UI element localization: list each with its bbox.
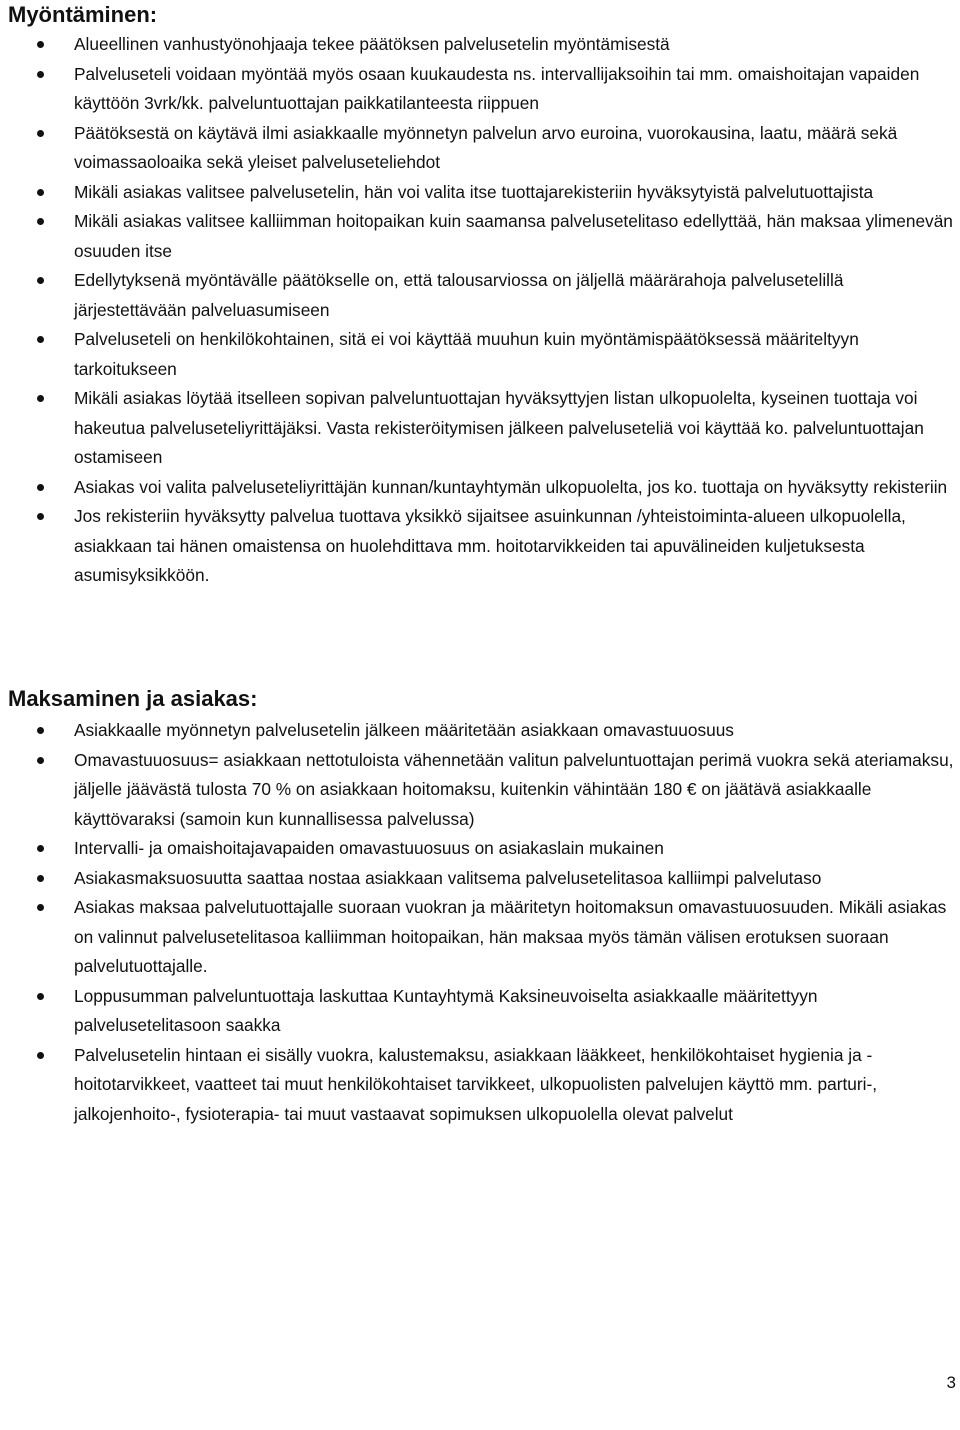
page-number: 3	[946, 1373, 956, 1392]
list-item: Alueellinen vanhustyönohjaaja tekee päätöksen palvelusetelin myöntämisestä	[0, 30, 960, 60]
list-item: Palveluseteli on henkilökohtainen, sitä ei voi käyttää muuhun kuin myöntämispäätöksessä määriteltyyn tarkoitukseen	[0, 325, 960, 384]
bullet-icon	[37, 845, 44, 852]
bullet-icon	[37, 218, 44, 225]
list-item: Asiakas maksaa palvelutuottajalle suoraan vuokran ja määritetyn hoitomaksun omavastuuosuuden. Mikäli asiakas on valinnut palvelusetelitasoa kalliimman hoitopaikan, hän maksaa myös tämän välisen erotuksen suoraan palvelutuottajalle.	[0, 893, 960, 982]
list-item: Päätöksestä on käytävä ilmi asiakkaalle myönnetyn palvelun arvo euroina, vuorokausina, laatu, määrä sekä voimassaoloaika sekä yleiset palveluseteliehdot	[0, 119, 960, 178]
list-item: Palveluseteli voidaan myöntää myös osaan kuukaudesta ns. intervallijaksoihin tai mm. omaishoitajan vapaiden käyttöön 3vrk/kk. palveluntuottajan paikkatilanteesta riippuen	[0, 60, 960, 119]
maksaminen-list	[0, 716, 960, 1129]
list-item: Mikäli asiakas löytää itselleen sopivan palveluntuottajan hyväksyttyjen listan ulkopuolelta, kyseinen tuottaja voi hakeutua palveluseteliyrittäjäksi. Vasta rekisteröitymisen jälkeen palveluseteliä voi käyttää ko. palveluntuottajan ostamiseen	[0, 384, 960, 473]
bullet-icon	[37, 71, 44, 78]
bullet-icon	[37, 189, 44, 196]
bullet-icon	[37, 395, 44, 402]
list-item: Mikäli asiakas valitsee palvelusetelin, hän voi valita itse tuottajarekisteriin hyväksytyistä palvelutuottajista	[0, 178, 960, 208]
bullet-icon	[37, 277, 44, 284]
bullet-icon	[37, 513, 44, 520]
list-item: Intervalli- ja omaishoitajavapaiden omavastuuosuus on asiakaslain mukainen	[0, 834, 960, 864]
bullet-icon	[37, 757, 44, 764]
bullet-icon	[37, 904, 44, 911]
list-item: Palvelusetelin hintaan ei sisälly vuokra, kalustemaksu, asiakkaan lääkkeet, henkilökohtaiset hygienia ja -hoitotarvikkeet, vaatteet tai muut henkilökohtaiset tarvikkeet, ulkopuolisten palvelujen käyttö mm. parturi-, jalkojenhoito-, fysioterapia- tai muut vastaavat sopimuksen ulkopuolella olevat palvelut	[0, 1041, 960, 1130]
bullet-icon	[37, 727, 44, 734]
bullet-icon	[37, 41, 44, 48]
list-item: Mikäli asiakas valitsee kalliimman hoitopaikan kuin saamansa palvelusetelitaso edellyttää, hän maksaa ylimenevän osuuden itse	[0, 207, 960, 266]
list-item: Omavastuuosuus= asiakkaan nettotuloista vähennetään valitun palveluntuottajan perimä vuokra sekä ateriamaksu, jäljelle jäävästä tulosta 70 % on asiakkaan hoitomaksu, kuitenkin vähintään 180 € on jäätävä asiakkaalle käyttövaraksi (samoin kun kunnallisessa palvelussa)	[0, 746, 960, 835]
list-item: Asiakkaalle myönnetyn palvelusetelin jälkeen määritetään asiakkaan omavastuuosuus	[0, 716, 960, 746]
bullet-icon	[37, 1052, 44, 1059]
bullet-icon	[37, 336, 44, 343]
list-item: Asiakas voi valita palveluseteliyrittäjän kunnan/kuntayhtymän ulkopuolelta, jos ko. tuottaja on hyväksytty rekisteriin	[0, 473, 960, 503]
bullet-icon	[37, 484, 44, 491]
list-item: Asiakasmaksuosuutta saattaa nostaa asiakkaan valitsema palvelusetelitasoa kalliimpi palvelutaso	[0, 864, 960, 894]
section-heading-myontaminen: Myöntäminen:	[8, 2, 158, 27]
bullet-icon	[37, 130, 44, 137]
bullet-icon	[37, 875, 44, 882]
section-heading-maksaminen: Maksaminen ja asiakas:	[8, 686, 258, 711]
list-item: Loppusumman palveluntuottaja laskuttaa Kuntayhtymä Kaksineuvoiselta asiakkaalle määritettyyn palvelusetelitasoon saakka	[0, 982, 960, 1041]
list-item: Edellytyksenä myöntävälle päätökselle on, että talousarviossa on jäljellä määrärahoja palvelusetelillä järjestettävään palveluasumiseen	[0, 266, 960, 325]
bullet-icon	[37, 993, 44, 1000]
list-item: Jos rekisteriin hyväksytty palvelua tuottava yksikkö sijaitsee asuinkunnan /yhteistoiminta-alueen ulkopuolella, asiakkaan tai hänen omaistensa on huolehdittava mm. hoitotarvikkeiden tai apuvälineiden kuljetuksesta asumisyksikköön.	[0, 502, 960, 591]
myontaminen-list	[0, 30, 960, 591]
